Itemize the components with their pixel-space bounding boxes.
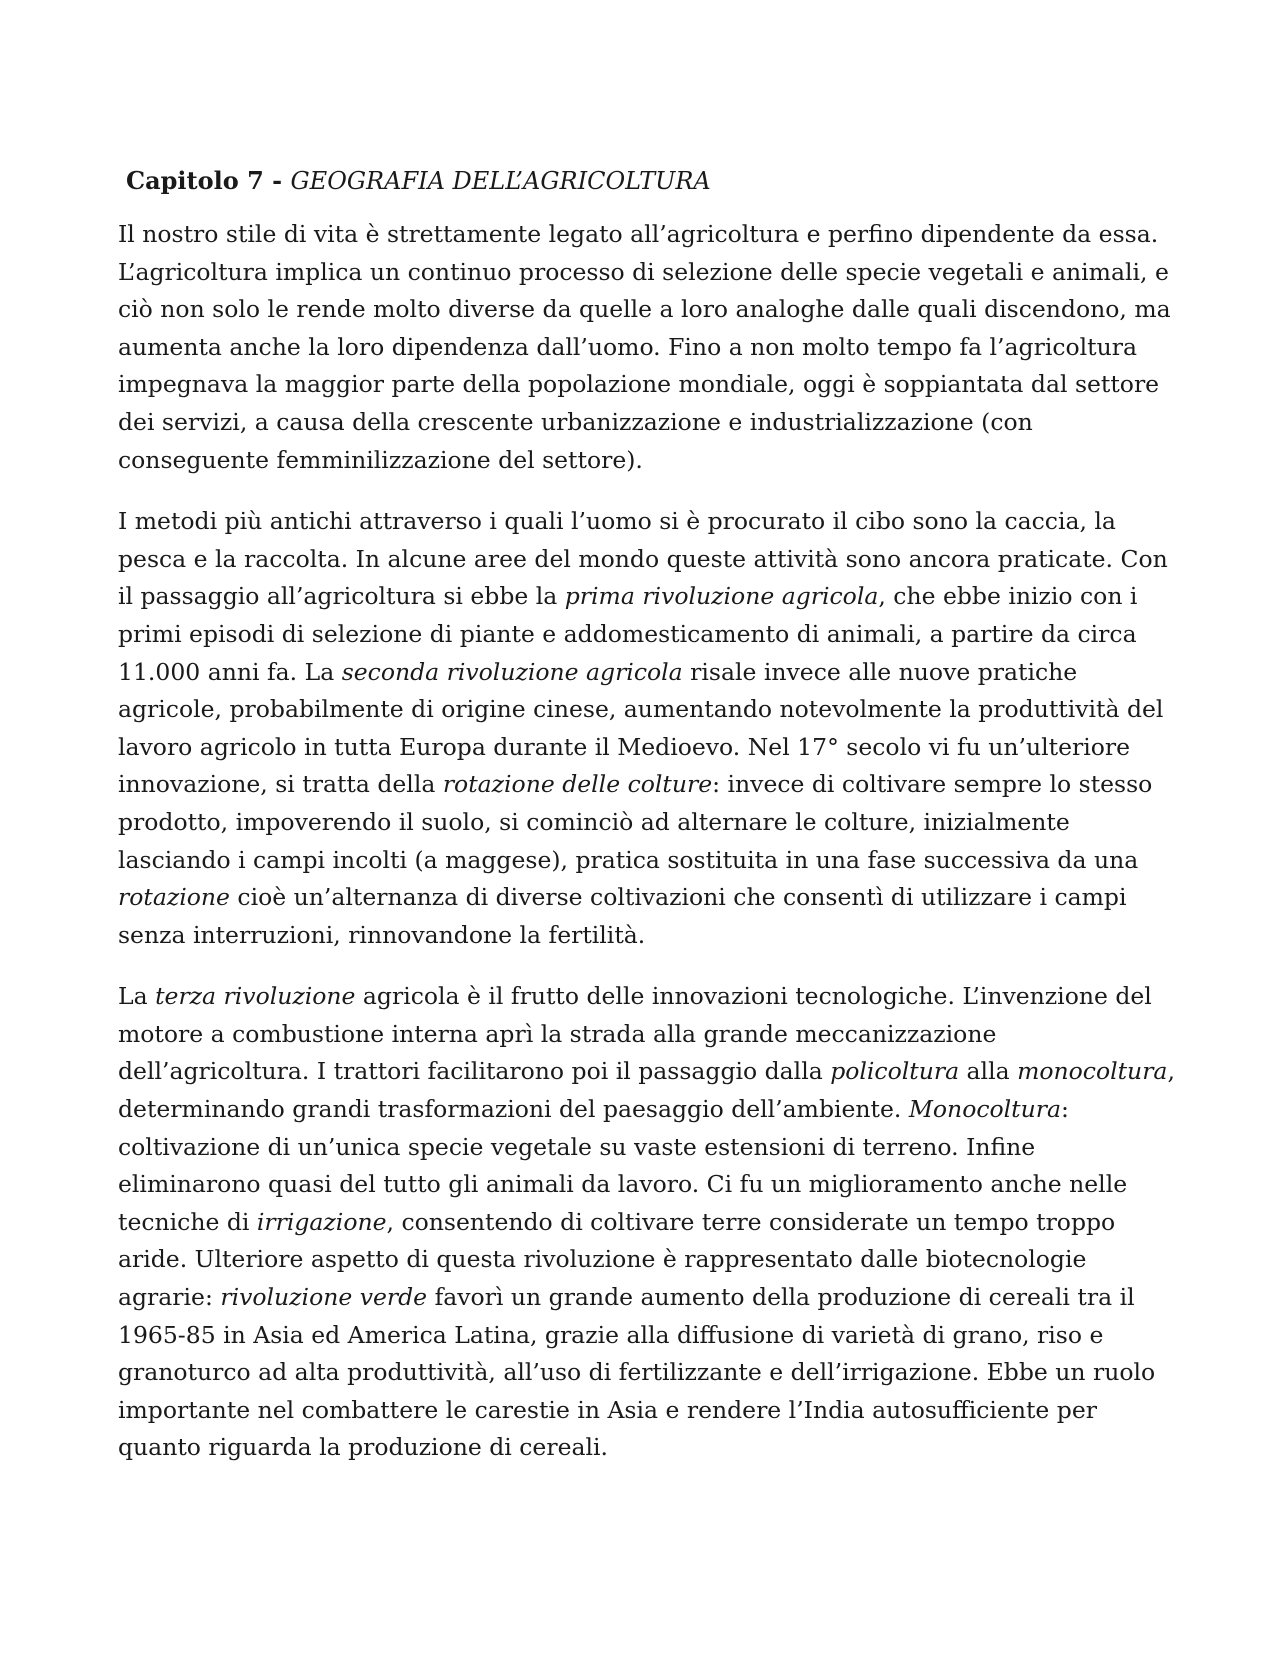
emphasized-term: policoltura xyxy=(830,1057,960,1086)
paragraph-text: Il nostro stile di vita è strettamente legato all’agricoltura e perfino dipendente da essa. L’agricoltura implica un continuo processo di selezione delle specie vegetali e animali, e ciò non solo le rende molto diverse da quelle a loro analoghe dalle quali discendono, ma aumenta anche la loro dipendenza dall’uomo. Fino a non molto tempo fa l’agricoltura impegnava la maggior parte della popolazione mondiale, oggi è soppiantata dal settore dei servizi, a causa della crescente urbanizzazione e industrializzazione (con conseguente femminilizzazione del settore). xyxy=(118,220,1171,474)
emphasized-term: rotazione delle colture xyxy=(442,770,713,799)
paragraph-text: , consentendo di coltivare terre considerate un tempo troppo aride. Ulteriore aspetto di questa rivoluzione è rappresentato dalle biotecnologie agrarie: xyxy=(118,1207,1116,1312)
emphasized-term: rivoluzione verde xyxy=(220,1283,428,1312)
paragraph-text: cioè un’alternanza di diverse coltivazioni che consentì di utilizzare i campi senza interruzioni, rinnovandone la fertilità. xyxy=(118,883,1127,949)
paragraph-text: , che ebbe inizio con i primi episodi di selezione di piante e addomesticamento di animali, a partire da circa 11.000 anni fa. La xyxy=(118,582,1138,686)
paragraph-text: I metodi più antichi attraverso i quali l’uomo si è procurato il cibo sono la caccia, la pesca e la raccolta. In alcune aree del mondo queste attività sono ancora praticate. Con il passaggio all’agricoltura si ebbe la xyxy=(118,507,1168,611)
emphasized-term: rotazione xyxy=(118,883,230,912)
chapter-number: Capitolo 7 xyxy=(126,166,264,195)
emphasized-term: irrigazione xyxy=(256,1207,387,1236)
title-separator: - xyxy=(263,166,291,195)
paragraph xyxy=(118,216,1178,479)
paragraph-text: : invece di coltivare sempre lo stesso prodotto, impoverendo il suolo, si cominciò ad alternare le colture, inizialmente lasciando i campi incolti (a maggese), pratica sostituita in una fase successiva da una xyxy=(118,770,1153,874)
emphasized-term: seconda rivoluzione agricola xyxy=(341,657,683,686)
chapter-subject: GEOGRAFIA DELL’AGRICOLTURA xyxy=(290,167,711,195)
paragraph-text: La xyxy=(118,982,156,1011)
paragraph-text: favorì un grande aumento della produzione di cereali tra il 1965-85 in Asia ed America Latina, grazie alla diffusione di varietà di grano, riso e granoturco ad alta produttività, all’uso di fertilizzante e dell’irrigazione. Ebbe un ruolo importante nel combattere le carestie in Asia e rendere l’India autosufficiente per quanto riguarda la produzione di cereali. xyxy=(118,1283,1156,1462)
paragraph-text: risale invece alle nuove pratiche agricole, probabilmente di origine cinese, aumentando notevolmente la produttività del lavoro agricolo in tutta Europa durante il Medioevo. Nel 17° secolo vi fu un’ulteriore innovazione, si tratta della xyxy=(118,657,1164,799)
paragraph-text: alla xyxy=(959,1057,1018,1086)
paragraph xyxy=(118,978,1178,1467)
chapter-title xyxy=(126,164,1178,198)
paragraph xyxy=(118,503,1178,954)
emphasized-term: Monocoltura xyxy=(908,1095,1061,1124)
document-body xyxy=(118,164,1178,1491)
emphasized-term: monocoltura xyxy=(1017,1057,1168,1086)
paragraph-list xyxy=(118,216,1178,1467)
paragraph-text: : coltivazione di un’unica specie vegetale su vaste estensioni di terreno. Infine eliminarono quasi del tutto gli animali da lavoro. Ci fu un miglioramento anche nelle tecniche di xyxy=(118,1095,1128,1236)
paragraph-text: , determinando grandi trasformazioni del paesaggio dell’ambiente. xyxy=(118,1057,1175,1124)
paragraph-text: agricola è il frutto delle innovazioni tecnologiche. L’invenzione del motore a combustione interna aprì la strada alla grande meccanizzazione dell’agricoltura. I trattori facilitarono poi il passaggio dalla xyxy=(118,982,1152,1086)
emphasized-term: terza rivoluzione xyxy=(155,982,356,1011)
emphasized-term: prima rivoluzione agricola xyxy=(564,582,879,611)
